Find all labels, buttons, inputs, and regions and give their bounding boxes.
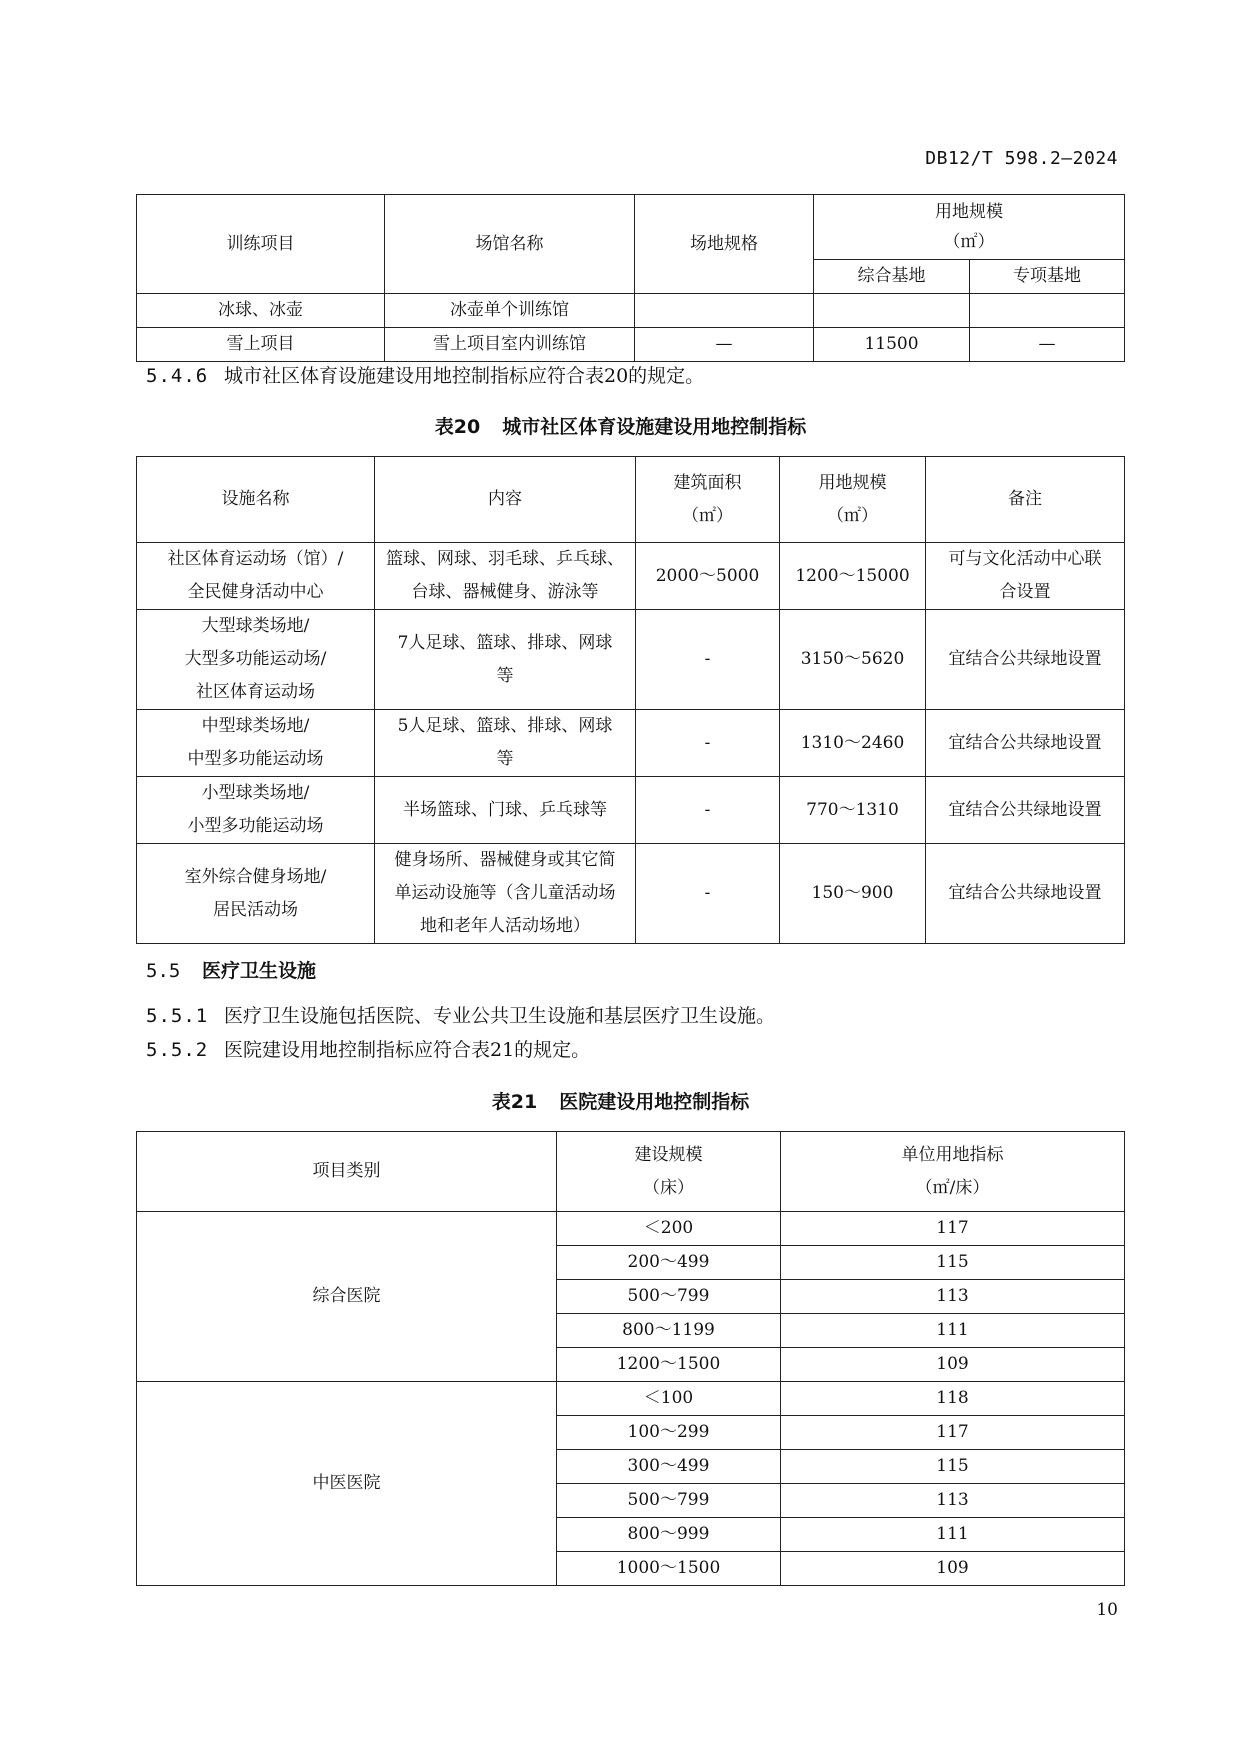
cell-comprehensive: 11500 [814,328,970,362]
cell-line: 5人足球、篮球、排球、网球 [397,716,613,736]
cell-index: 109 [781,1552,1125,1586]
table-community-sports-facilities [136,456,1125,944]
cell-floor-area: - [636,610,780,710]
header-index [781,1132,1125,1212]
table-row [137,543,1125,610]
cell-line: 宜结合公共绿地设置 [948,649,1102,669]
cell-line: 中型多功能运动场 [187,749,324,769]
cell-line: 7人足球、篮球、排球、网球 [397,632,613,653]
table-number: 表20 [434,416,481,438]
header-land-scale [780,457,926,543]
table-row [137,844,1125,944]
cell-venue: 雪上项目室内训练馆 [385,328,635,362]
table-row [137,294,1125,328]
header-facility-name: 设施名称 [137,457,375,543]
cell-line: 居民活动场 [213,899,298,920]
cell-land-scale: 1200～15000 [780,543,926,610]
header-venue: 场馆名称 [385,195,635,294]
cell-line: 小型多功能运动场 [187,816,324,836]
cell-line: 可与文化活动中心联 [948,549,1102,569]
cell-line: 大型球类场地/ [201,616,310,636]
table-title: 医院建设用地控制指标 [559,1091,750,1113]
page-number: 10 [1096,1600,1118,1620]
cell-scale: 200～499 [557,1246,781,1280]
cell-index: 115 [781,1246,1125,1280]
cell-spec: — [635,328,814,362]
cell-note [926,610,1125,710]
header-floor-area-label: 建筑面积 [673,472,742,493]
header-index-label: 单位用地指标 [901,1144,1004,1165]
cell-line: 社区体育运动场（馆）/ [167,549,344,569]
cell-content [375,844,636,944]
cell-line: 地和老年人活动场地） [420,916,590,936]
header-category: 项目类别 [137,1132,557,1212]
cell-line: 全民健身活动中心 [187,582,324,602]
cell-land-scale: 770～1310 [780,777,926,844]
section-title: 医疗卫生设施 [202,960,317,982]
cell-note [926,710,1125,777]
cell-content [375,543,636,610]
header-scale [557,1132,781,1212]
table-20-caption [0,412,1241,439]
cell-scale: 800～1199 [557,1314,781,1348]
cell-line: 宜结合公共绿地设置 [948,883,1102,903]
cell-scale: 1000～1500 [557,1552,781,1586]
cell-index: 109 [781,1348,1125,1382]
table-row [137,610,1125,710]
section-5-5-heading [146,956,316,983]
cell-facility-name [137,543,375,610]
table-header-row [137,457,1125,543]
table-row [137,777,1125,844]
header-scale-unit: （床） [643,1177,694,1198]
clause-5-5-1 [146,1004,775,1028]
cell-scale: ＜200 [557,1212,781,1246]
header-note: 备注 [926,457,1125,543]
cell-scale: 500～799 [557,1280,781,1314]
cell-index: 117 [781,1416,1125,1450]
clause-number: 5.4.6 [146,365,209,387]
header-land-scale-unit: （㎡） [827,505,878,526]
cell-line: 宜结合公共绿地设置 [948,732,1102,753]
section-number: 5.5 [146,960,181,982]
cell-line: 等 [496,665,514,686]
cell-index: 113 [781,1280,1125,1314]
table-row [137,328,1125,362]
cell-project: 冰球、冰壶 [137,294,385,328]
clause-5-4-6 [146,364,704,388]
table-row [137,1382,1125,1416]
cell-index: 115 [781,1450,1125,1484]
cell-category: 综合医院 [137,1212,557,1382]
clause-number: 5.5.2 [146,1039,209,1061]
cell-line: 等 [496,749,514,769]
cell-facility-name [137,610,375,710]
cell-line: 宜结合公共绿地设置 [948,799,1102,820]
table-header-row [137,195,1125,260]
header-land-scale-unit: （㎡） [943,232,995,252]
cell-index: 113 [781,1484,1125,1518]
cell-index: 111 [781,1518,1125,1552]
cell-line: 大型多功能运动场/ [184,649,327,669]
cell-category: 中医医院 [137,1382,557,1586]
cell-note [926,844,1125,944]
cell-scale: 500～799 [557,1484,781,1518]
table-header-row [137,1132,1125,1212]
header-land-scale [814,195,1125,260]
header-project: 训练项目 [137,195,385,294]
cell-note [926,543,1125,610]
cell-special: — [970,328,1125,362]
cell-facility-name [137,777,375,844]
cell-index: 111 [781,1314,1125,1348]
header-floor-area [636,457,780,543]
cell-land-scale: 1310～2460 [780,710,926,777]
cell-facility-name [137,710,375,777]
clause-text: 城市社区体育设施建设用地控制指标应符合表20的规定。 [224,365,705,387]
header-scale-label: 建设规模 [634,1144,703,1165]
cell-note [926,777,1125,844]
cell-facility-name [137,844,375,944]
table-row [137,1212,1125,1246]
cell-line: 篮球、网球、羽毛球、乒乓球、 [386,549,624,569]
cell-land-scale: 150～900 [780,844,926,944]
table-number: 表21 [491,1091,538,1113]
cell-index: 118 [781,1382,1125,1416]
header-content: 内容 [375,457,636,543]
table-training-venues [136,194,1125,362]
table-21-caption [0,1087,1241,1114]
clause-text: 医院建设用地控制指标应符合表21的规定。 [224,1039,591,1061]
cell-content [375,610,636,710]
cell-line: 单运动设施等（含儿童活动场 [394,883,616,903]
header-spec: 场地规格 [635,195,814,294]
cell-line: 台球、器械健身、游泳等 [411,582,599,602]
cell-line: 健身场所、器械健身或其它简 [394,850,616,870]
header-index-unit: （㎡/床） [915,1177,990,1198]
cell-line: 室外综合健身场地/ [184,866,327,887]
header-comprehensive: 综合基地 [814,260,970,294]
cell-scale: 1200～1500 [557,1348,781,1382]
table-row [137,710,1125,777]
cell-scale: 300～499 [557,1450,781,1484]
cell-comprehensive [814,294,970,328]
header-special: 专项基地 [970,260,1125,294]
cell-line: 小型球类场地/ [201,783,310,803]
document-code: DB12/T 598.2—2024 [925,148,1118,169]
cell-line: 合设置 [999,582,1051,602]
cell-floor-area: - [636,844,780,944]
cell-line: 中型球类场地/ [201,716,310,736]
cell-project: 雪上项目 [137,328,385,362]
cell-line: 社区体育运动场 [196,682,315,702]
cell-scale: 100～299 [557,1416,781,1450]
cell-land-scale: 3150～5620 [780,610,926,710]
cell-spec [635,294,814,328]
header-land-scale-label: 用地规模 [818,472,887,493]
table-title: 城市社区体育设施建设用地控制指标 [502,416,807,438]
header-floor-area-unit: （㎡） [682,505,733,526]
cell-scale: 800～999 [557,1518,781,1552]
cell-line: 半场篮球、门球、乒乓球等 [403,799,607,820]
clause-number: 5.5.1 [146,1005,209,1027]
cell-special [970,294,1125,328]
cell-floor-area: - [636,777,780,844]
cell-floor-area: - [636,710,780,777]
cell-content [375,777,636,844]
cell-floor-area: 2000～5000 [636,543,780,610]
clause-5-5-2 [146,1038,590,1062]
cell-content [375,710,636,777]
clause-text: 医疗卫生设施包括医院、专业公共卫生设施和基层医疗卫生设施。 [224,1005,776,1027]
table-hospital-land-index [136,1131,1125,1586]
cell-index: 117 [781,1212,1125,1246]
cell-scale: ＜100 [557,1382,781,1416]
cell-venue: 冰壶单个训练馆 [385,294,635,328]
header-land-scale-label: 用地规模 [935,202,1003,222]
